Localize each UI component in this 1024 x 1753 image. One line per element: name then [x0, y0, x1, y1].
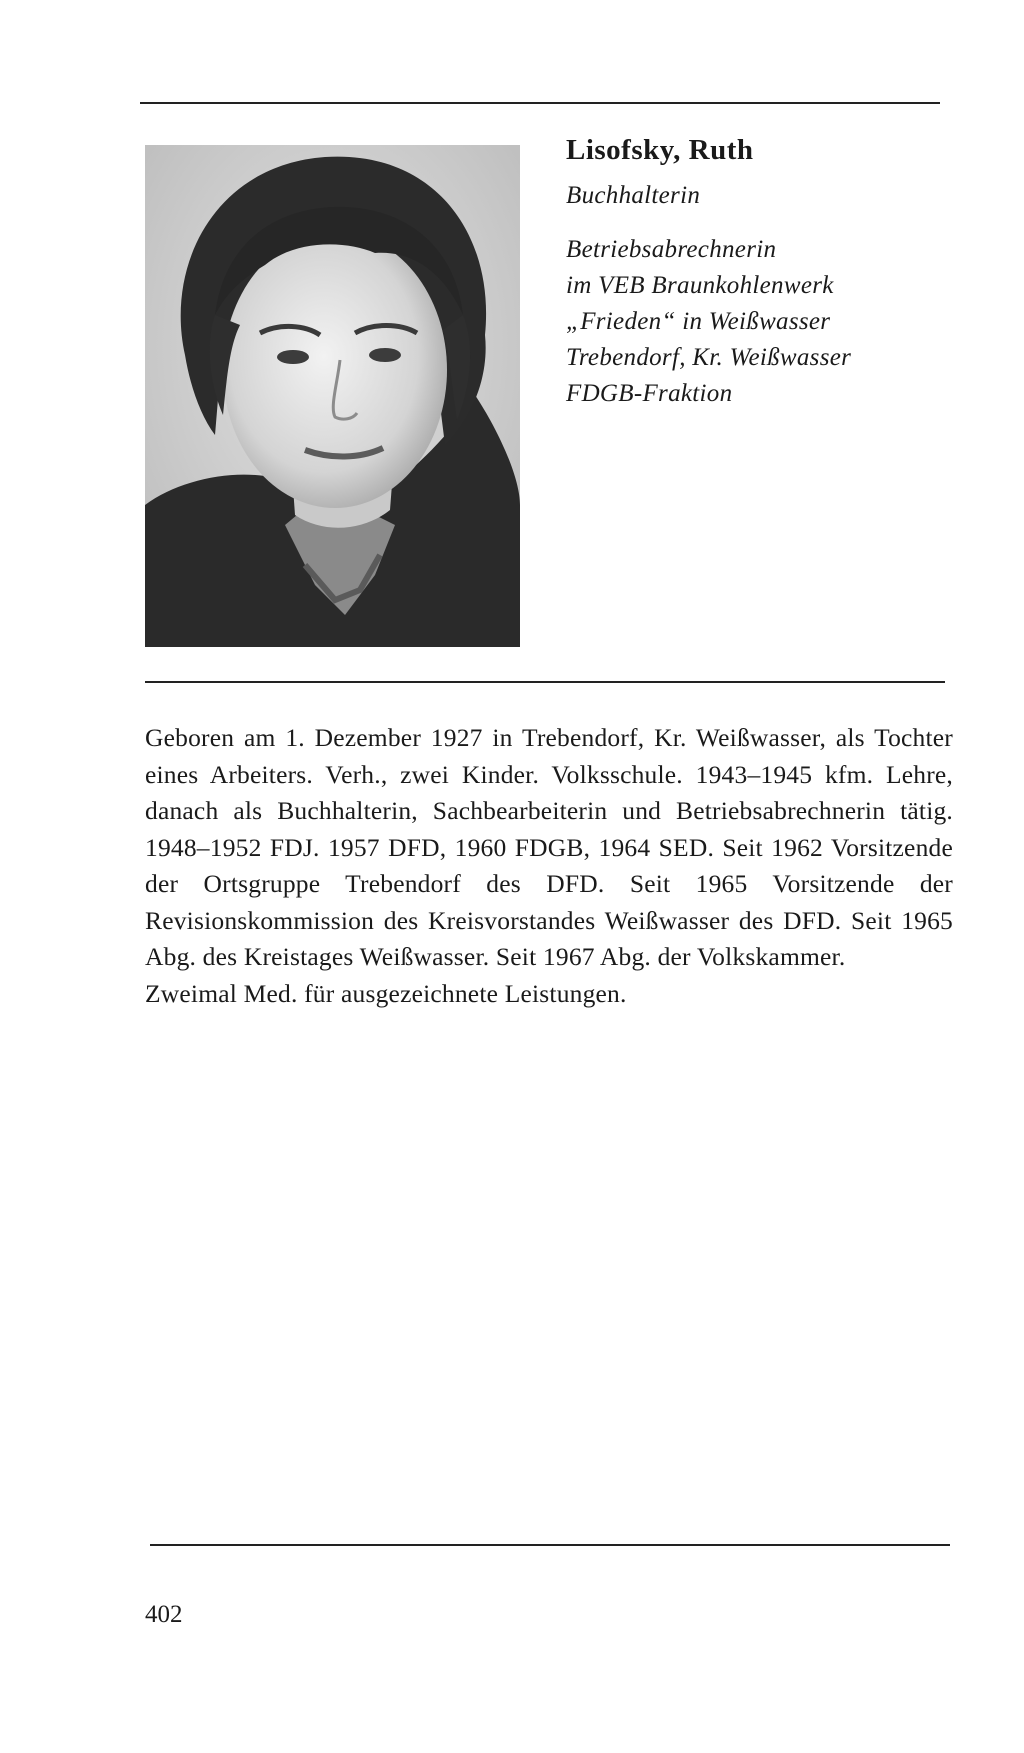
biography: [145, 720, 953, 1012]
bottom-divider: [150, 1544, 950, 1546]
portrait-illustration: [145, 145, 520, 647]
page-number: 402: [145, 1601, 183, 1628]
faction-line: FDGB-Fraktion: [566, 380, 733, 407]
biography-text: Geboren am 1. Dezember 1927 in Trebendorf, Kr. Weißwasser, als Tochter eines Arbeiters. Verh., zwei Kinder. Volksschule. 1943–1945 kfm. Lehre, danach als Buchhalterin, Sachbearbeiterin und Betriebsabrechnerin tätig. 1948–1952 FDJ. 1957 DFD, 1960 FDGB, 1964 SED. Seit 1962 Vorsitzende der Ortsgruppe Trebendorf des DFD. Seit 1965 Vorsitzende der Revisionskommission des Kreisvorstandes Weißwasser des DFD. Seit 1965 Abg. des Kreistages Weißwasser. Seit 1967 Abg. der Volkskammer.: [145, 723, 953, 971]
portrait-photo: [145, 145, 520, 647]
occupation-line: Buchhalterin: [566, 182, 701, 209]
person-info: [566, 130, 966, 412]
top-divider: [140, 102, 940, 104]
person-name: Lisofsky, Ruth: [566, 134, 754, 166]
residence-line: Trebendorf, Kr. Weißwasser: [566, 344, 852, 371]
employer-location-line: „Frieden“ in Weißwasser: [566, 308, 831, 335]
award-text: Zweimal Med. für ausgezeichnete Leistungen.: [145, 978, 627, 1008]
position-line: Betriebsabrechnerin: [566, 236, 777, 263]
middle-divider: [145, 681, 945, 683]
employer-line: im VEB Braunkohlenwerk: [566, 272, 834, 299]
